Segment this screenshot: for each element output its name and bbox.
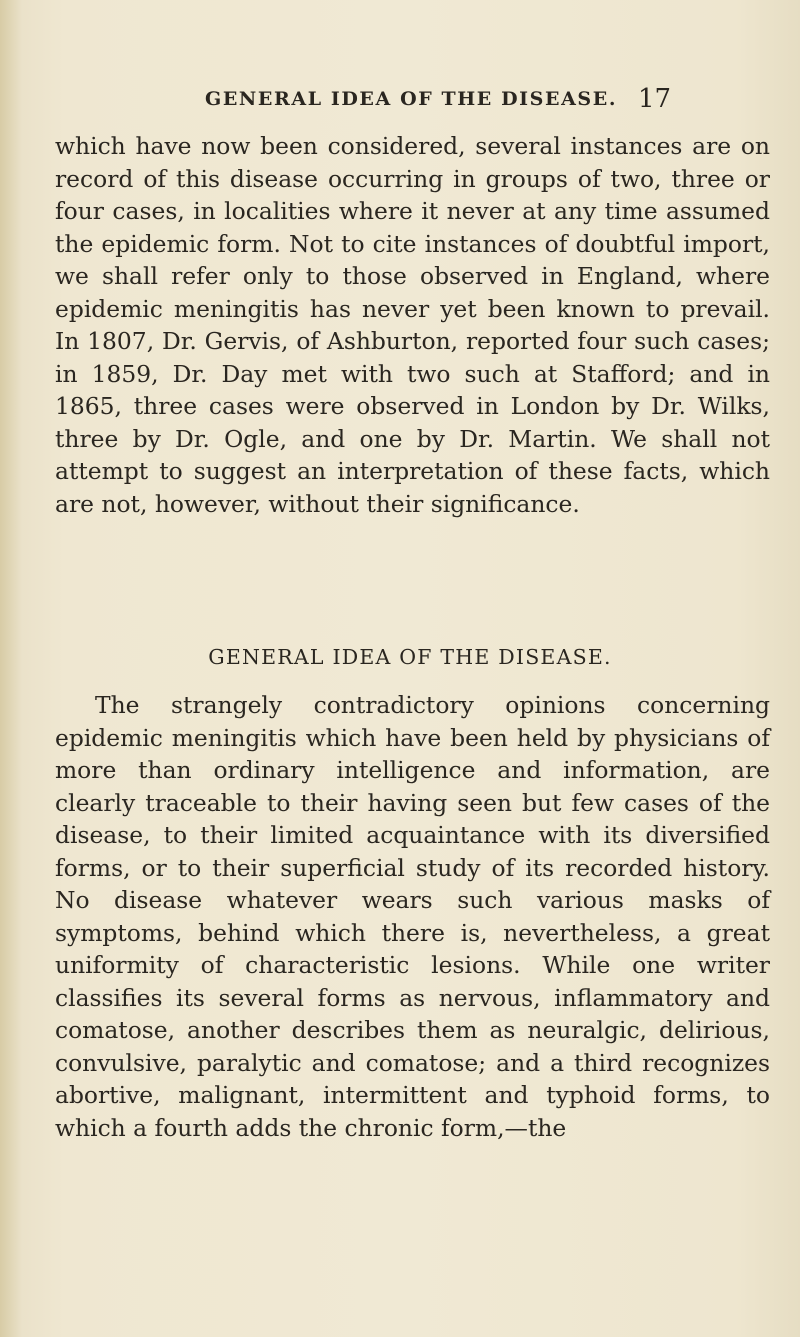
section-heading: GENERAL IDEA OF THE DISEASE.: [208, 645, 612, 669]
paragraph-general-idea: The strangely contradictory opinions concerning epidemic meningitis which have been held by physicians of more than ordinary intelligence and information, are clearly traceable to their having seen but few cases of the disease, to their limited acquaintance with its diversified forms, or to their superficial study of its recorded history. No disease whatever wears such various masks of symptoms, behind which there is, nevertheless, a great uniformity of characteristic lesions. While one writer classifies its several forms as nervous, inflammatory and comatose, another describes them as neuralgic, delirious, convulsive, paralytic and comatose; and a third recognizes abortive, malignant, intermittent and typhoid forms, to which a fourth adds the chronic form,—the: [55, 691, 770, 1142]
page-number: 17: [638, 84, 672, 114]
running-title: GENERAL IDEA OF THE DISEASE.: [205, 88, 618, 110]
running-header: [0, 84, 800, 118]
paragraph-continued: which have now been considered, several instances are on record of this disease occurring in groups of two, three or four cases, in localities where it never at any time assumed the epidemic form. Not to cite instances of doubtful import, we shall refer only to those observed in England, where epidemic meningitis has never yet been known to prevail. In 1807, Dr. Gervis, of Ashburton, reported four such cases; in 1859, Dr. Day met with two such at Stafford; and in 1865, three cases were observed in London by Dr. Wilks, three by Dr. Ogle, and one by Dr. Martin. We shall not attempt to suggest an interpretation of these facts, which are not, however, without their significance.: [55, 132, 770, 518]
